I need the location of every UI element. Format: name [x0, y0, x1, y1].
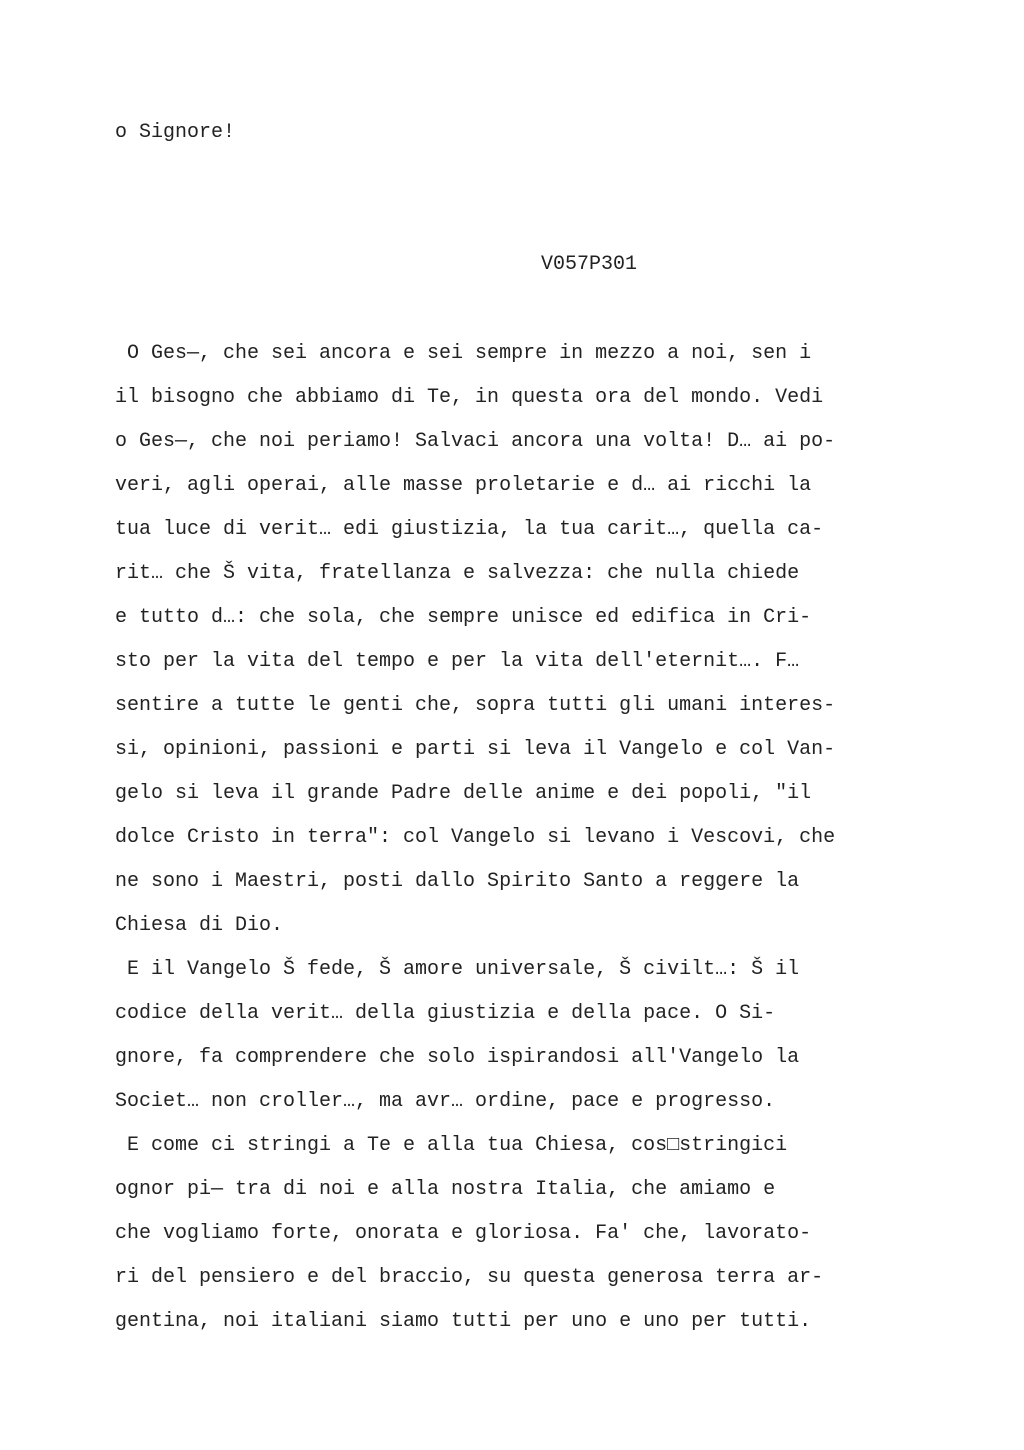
- text-line: gnore, fa comprendere che solo ispirandosi all'Vangelo la: [115, 1046, 800, 1069]
- text-line: sentire a tutte le genti che, sopra tutti gli umani interes-: [115, 694, 836, 717]
- text-line: E il Vangelo Š fede, Š amore universale, Š civilt…: Š il: [115, 958, 800, 981]
- text-line: rit… che Š vita, fratellanza e salvezza: che nulla chiede: [115, 562, 800, 585]
- text-line: Societ… non croller…, ma avr… ordine, pace e progresso.: [115, 1090, 776, 1113]
- text-line: e tutto d…: che sola, che sempre unisce ed edifica in Cri-: [115, 606, 812, 629]
- text-line: sto per la vita del tempo e per la vita dell'eternit…. F…: [115, 650, 800, 673]
- text-line: Chiesa di Dio.: [115, 914, 284, 937]
- text-line: si, opinioni, passioni e parti si leva il Vangelo e col Van-: [115, 738, 836, 761]
- text-line: che vogliamo forte, onorata e gloriosa. Fa' che, lavorato-: [115, 1222, 812, 1245]
- text-line: gentina, noi italiani siamo tutti per uno e uno per tutti.: [115, 1310, 812, 1333]
- top-text-line: o Signore!: [115, 121, 236, 144]
- text-line: ne sono i Maestri, posti dallo Spirito Santo a reggere la: [115, 870, 800, 893]
- text-line: gelo si leva il grande Padre delle anime e dei popoli, "il: [115, 782, 812, 805]
- text-line: tua luce di verit… edi giustizia, la tua carit…, quella ca-: [115, 518, 824, 541]
- text-line: ognor pi— tra di noi e alla nostra Italia, che amiamo e: [115, 1178, 776, 1201]
- page-marker: V057P301: [541, 253, 638, 276]
- text-line: il bisogno che abbiamo di Te, in questa ora del mondo. Vedi: [115, 386, 824, 409]
- text-line: o Ges—, che noi periamo! Salvaci ancora una volta! D… ai po-: [115, 430, 836, 453]
- text-line: codice della verit… della giustizia e della pace. O Si-: [115, 1002, 776, 1025]
- text-line: ri del pensiero e del braccio, su questa generosa terra ar-: [115, 1266, 824, 1289]
- text-line: E come ci stringi a Te e alla tua Chiesa, cos□stringici: [115, 1134, 788, 1157]
- text-line: O Ges—, che sei ancora e sei sempre in mezzo a noi, sen i: [115, 342, 812, 365]
- text-line: veri, agli operai, alle masse proletarie e d… ai ricchi la: [115, 474, 812, 497]
- text-line: dolce Cristo in terra": col Vangelo si levano i Vescovi, che: [115, 826, 836, 849]
- body-text: [115, 332, 975, 1344]
